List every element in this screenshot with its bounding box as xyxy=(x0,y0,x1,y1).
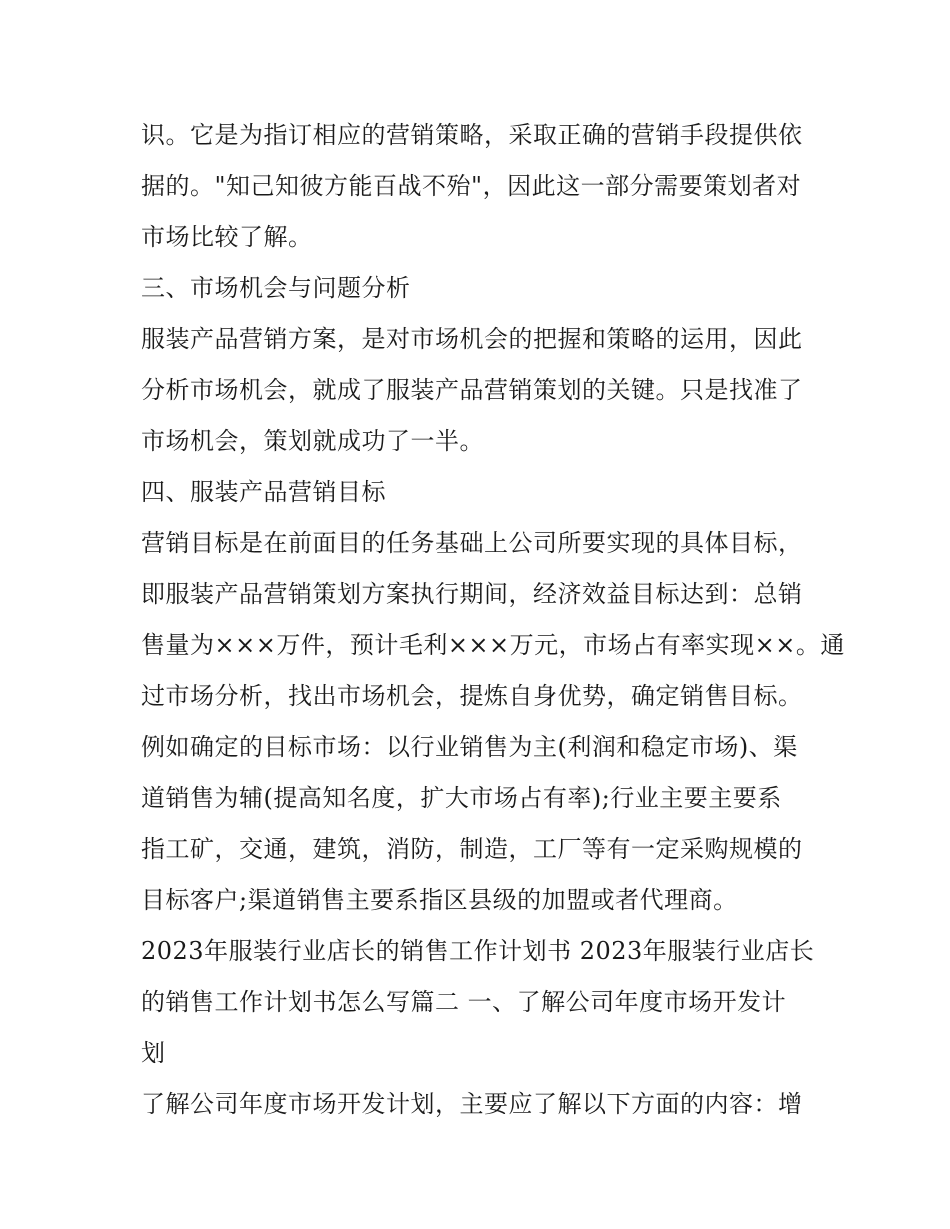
text-line: 道销售为辅(提高知名度，扩大市场占有率);行业主要主要系 xyxy=(141,784,782,812)
section-heading: 三、市场机会与问题分析 xyxy=(141,274,411,302)
text-line: 市场机会，策划就成功了一半。 xyxy=(141,427,484,455)
text-line: 过市场分析，找出市场机会，提炼自身优势，确定销售目标。 xyxy=(141,682,803,710)
text-line: 服装产品营销方案，是对市场机会的把握和策略的运用，因此 xyxy=(141,325,803,353)
text-line: 营销目标是在前面目的任务基础上公司所要实现的具体目标， xyxy=(141,529,803,557)
text-line: 即服装产品营销策划方案执行期间，经济效益目标达到：总销 xyxy=(141,580,803,608)
text-line: 例如确定的目标市场：以行业销售为主(利润和稳定市场)、渠 xyxy=(141,733,798,761)
document-body xyxy=(141,110,845,1130)
text-line: 识。它是为指订相应的营销策略，采取正确的营销手段提供依 xyxy=(141,121,803,149)
section-heading: 四、服装产品营销目标 xyxy=(141,478,386,506)
text-line: 据的。"知己知彼方能百战不殆"，因此这一部分需要策划者对 xyxy=(141,172,802,200)
text-line: 市场比较了解。 xyxy=(141,223,313,251)
text-line: 2023年服装行业店长的销售工作计划书 2023年服装行业店长 xyxy=(141,937,815,965)
text-line: 指工矿，交通，建筑，消防，制造，工厂等有一定采购规模的 xyxy=(141,835,803,863)
text-line: 售量为×××万件，预计毛利×××万元，市场占有率实现××。通 xyxy=(141,631,845,659)
text-line: 目标客户;渠道销售主要系指区县级的加盟或者代理商。 xyxy=(141,886,738,914)
text-line: 了解公司年度市场开发计划，主要应了解以下方面的内容：增 xyxy=(141,1090,803,1118)
text-line: 的销售工作计划书怎么写篇二 一、了解公司年度市场开发计 xyxy=(141,988,787,1016)
text-line: 划 xyxy=(141,1039,166,1067)
text-line: 分析市场机会，就成了服装产品营销策划的关键。只是找准了 xyxy=(141,376,803,404)
